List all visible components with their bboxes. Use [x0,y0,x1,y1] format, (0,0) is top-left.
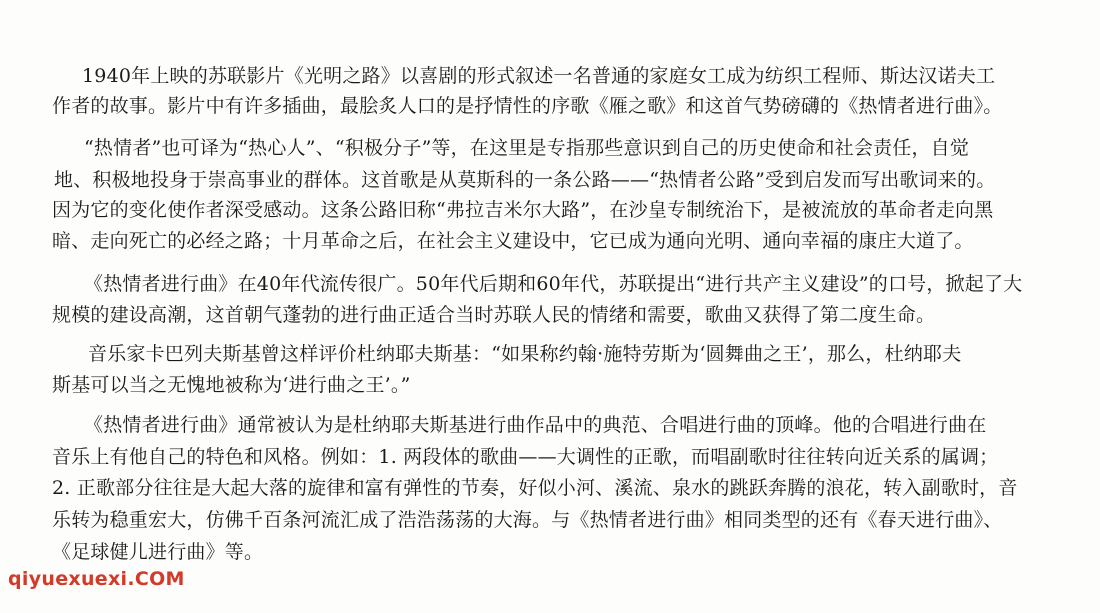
text-line-8: 规模的建设高潮，这首朝气蓬勃的进行曲正适合当时苏联人民的情绪和需要，歌曲又获得了第二度生命。 [52,304,936,326]
text-line-7: 《热情者进行曲》在40年代流传很广。50年代后期和60年代，苏联提出“进行共产主义建设”的口号，掀起了大 [84,273,1023,295]
text-line-1: 1940年上映的苏联影片《光明之路》以喜剧的形式叙述一名普通的家庭女工成为纺织工程师、斯达汉诺夫工 [82,65,996,87]
text-line-2: 作者的故事。影片中有许多插曲，最脍炙人口的是抒情性的序歌《雁之歌》和这首气势磅礴的《热情者进行曲》。 [52,95,1003,117]
text-line-4: 地、积极地投身于崇高事业的群体。这首歌是从莫斯科的一条公路——“热情者公路”受到启发而写出歌词来的。 [54,169,996,191]
text-line-14: 乐转为稳重宏大，仿佛千百条河流汇成了浩浩荡荡的大海。与《热情者进行曲》相同类型的还有《春天进行曲》、 [52,509,1003,531]
text-line-12: 音乐上有他自己的特色和风格。例如：1. 两段体的歌曲——大调性的正歌，而唱副歌时往往转向近关系的属调； [52,446,999,468]
text-line-5: 因为它的变化使作者深受感动。这条公路旧称“弗拉吉米尔大路”，在沙皇专制统治下，是被流放的革命者走向黑 [52,199,994,221]
site-watermark: qiyuexuexi.COM [8,568,185,590]
text-line-13: 2. 正歌部分往往是大起大落的旋律和富有弹性的节奏，好似小河、溪流、泉水的跳跃奔腾的浪花，转入副歌时，音 [52,477,1018,499]
text-line-9: 音乐家卡巴列夫斯基曾这样评价杜纳耶夫斯基：“如果称约翰·施特劳斯为‘圆舞曲之王’，那么，杜纳耶夫 [88,343,962,365]
text-line-3: “热情者”也可译为“热心人”、“积极分子”等，在这里是专指那些意识到自己的历史使命和社会责任，自觉 [84,137,970,159]
text-line-15: 《足球健儿进行曲》等。 [52,541,264,563]
text-line-10: 斯基可以当之无愧地被称为‘进行曲之王’。” [52,374,411,396]
text-line-11: 《热情者进行曲》通常被认为是杜纳耶夫斯基进行曲作品中的典范、合唱进行曲的顶峰。他的合唱进行曲在 [84,414,987,436]
text-line-6: 暗、走向死亡的必经之路；十月革命之后，在社会主义建设中，它已成为通向光明、通向幸福的康庄大道了。 [52,230,974,252]
